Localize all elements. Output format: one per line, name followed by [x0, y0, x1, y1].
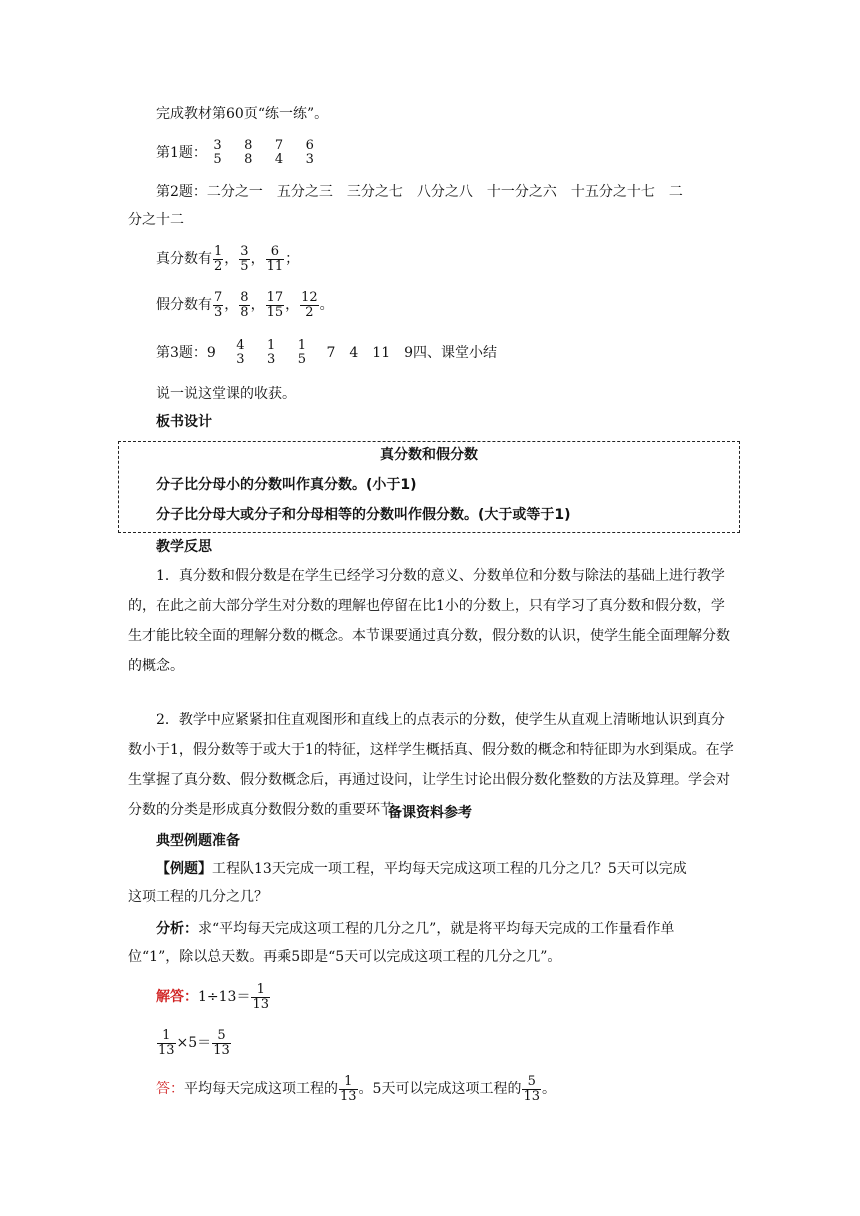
improper-fractions: 假分数有 $\frac{7}{3}$ ， $\frac{8}{8}$ ， $\frac{17}{15}$ ， $\frac{12}{2}$ 。 [156, 289, 334, 320]
answer-line: 答：平均每天完成这项工程的 $\frac{1}{13}$ 。5天可以完成这项工程的 $\frac{5}{13}$ 。 [156, 1073, 557, 1104]
fraction: $\frac{5}{13}$ [213, 1027, 230, 1058]
solution-line-2 [156, 1026, 232, 1060]
board-line-1: 分子比分母小的分数叫作真分数。(小于1) [156, 477, 417, 493]
example-heading: 典型例题准备 [156, 833, 240, 849]
example-line-1 [156, 859, 687, 879]
question-1 [156, 136, 316, 170]
answer-text-1: 平均每天完成这项工程的 [184, 1081, 338, 1097]
fraction: $\frac{17}{15}$ [266, 289, 284, 320]
fraction: $\frac{1}{13}$ [340, 1073, 357, 1104]
solution-tag: 解答： [156, 989, 198, 1005]
solution-eq-2: ×5＝ [176, 1035, 212, 1051]
intro-text: 完成教材第60页“练一练”。 [156, 106, 329, 122]
fraction: $\frac{7}{3}$ [214, 289, 223, 320]
analysis-tag: 分析： [156, 921, 198, 937]
fraction: $\frac{3}{5}$ [240, 243, 249, 274]
improper-label: 假分数有 [156, 297, 212, 313]
fraction: 7 4 [274, 138, 284, 167]
fraction: $\frac{6}{11}$ [266, 243, 284, 274]
fraction: $\frac{1}{2}$ [214, 243, 223, 274]
board-design-box [118, 441, 740, 533]
fraction: 1 5 [297, 338, 307, 367]
fraction: 1 3 [267, 338, 276, 367]
question-2-line-1: 第2题：二分之一 五分之三 三分之七 八分之八 十一分之六 十五分之十七 二 [156, 184, 683, 200]
fraction: $\frac{12}{2}$ [301, 289, 318, 320]
fraction: $\frac{1}{13}$ [158, 1027, 175, 1058]
fraction: $\frac{8}{8}$ [240, 289, 249, 320]
example-line-2: 这项工程的几分之几？ [128, 889, 268, 905]
question-3 [156, 336, 497, 370]
reflection-paragraph-1: 1．真分数和假分数是在学生已经学习分数的意义、分数单位和分数与除法的基础上进行教学的，在此之前大部分学生对分数的理解也停留在比1小的分数上，只有学习了真分数和假分数，学生才能比较全面的理解分数的概念。本节课要通过真分数，假分数的认识，使学生能全面理解分数的概念。 [128, 568, 730, 674]
reference-title: 备课资料参考 [388, 805, 472, 821]
example-text-1: 工程队13天完成一项工程，平均每天完成这项工程的几分之几？5天可以完成 [212, 861, 687, 877]
question-3-tail: 7 4 11 9四、课堂小结 [326, 345, 498, 361]
analysis-text-1: 求“平均每天完成这项工程的几分之几”，就是将平均每天完成的工作量看作单 [198, 921, 675, 937]
fraction: 6 3 [305, 138, 314, 167]
fraction: $\frac{1}{13}$ [252, 981, 269, 1012]
proper-label: 真分数有 [156, 251, 212, 267]
analysis-line-1 [156, 919, 674, 939]
board-line-2: 分子比分母大或分子和分母相等的分数叫作假分数。(大于或等于1) [156, 507, 571, 523]
fraction: 8 8 [244, 138, 253, 167]
fraction: 4 3 [236, 338, 245, 367]
board-heading: 板书设计 [156, 414, 212, 430]
summary-text: 说一说这堂课的收获。 [156, 386, 296, 402]
example-tag: 【例题】 [156, 861, 212, 877]
fraction: $\frac{5}{13}$ [523, 1073, 541, 1104]
fraction: 3 5 [213, 138, 222, 167]
question-2-line-2: 分之十二 [128, 212, 184, 228]
analysis-line-2: 位“1”，除以总天数。再乘5即是“5天可以完成这项工程的几分之几”。 [128, 949, 562, 965]
solution-eq-1: 1÷13＝ [198, 989, 251, 1005]
reflection-paragraph-2: 2．教学中应紧紧扣住直观图形和直线上的点表示的分数，使学生从直观上清晰地认识到真分数小于1，假分数等于或大于1的特征，这样学生概括真、假分数的概念和特征即为水到渠成。在学生掌握了真分数、假分数概念后，再通过设问，让学生讨论出假分数化整数的方法及算理。学会对分数的分类是形成真分数假分数的重要环节。 [128, 712, 734, 818]
question-3-label: 第3题：9 [156, 345, 216, 361]
board-title: 真分数和假分数 [380, 447, 478, 463]
answer-tag: 答： [156, 1081, 184, 1097]
reflection-heading: 教学反思 [156, 539, 212, 555]
proper-fractions: 真分数有 $\frac{1}{2}$ ， $\frac{3}{5}$ ， $\frac{6}{11}$ ； [156, 243, 300, 274]
answer-text-2: 。5天可以完成这项工程的 [358, 1081, 522, 1097]
question-1-label: 第1题： [156, 145, 207, 161]
solution-line-1 [156, 980, 271, 1014]
